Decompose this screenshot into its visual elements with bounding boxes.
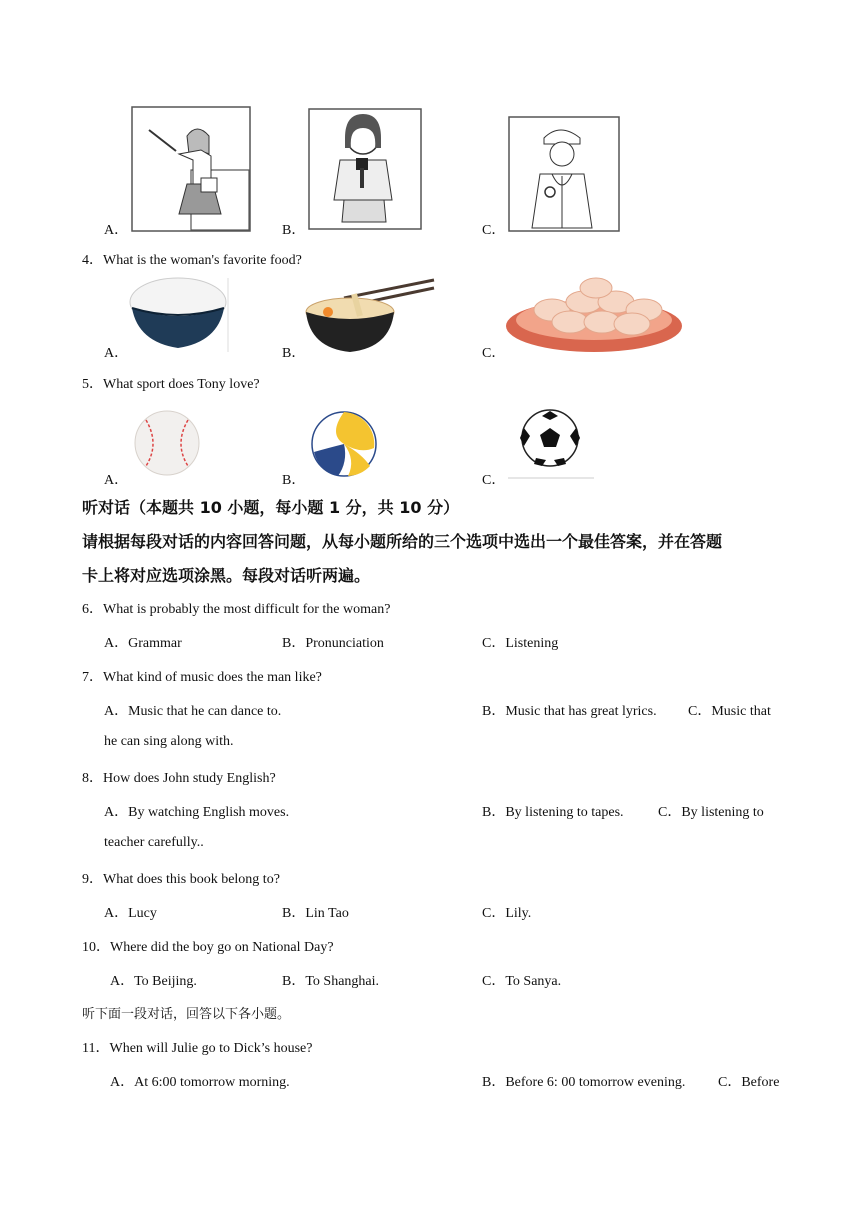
q3-option-b-label: B． (282, 223, 306, 238)
doctor-with-stethoscope-icon (508, 116, 620, 232)
q8-option-c-continued: teacher carefully.. (104, 835, 204, 850)
q8-option-b: B．By listening to tapes. (482, 805, 624, 820)
q5-option-a-label: A． (104, 473, 129, 488)
q8-option-c: C．By listening to (658, 805, 764, 820)
q9-option-c: C．Lily. (482, 906, 532, 921)
q6-option-b: B．Pronunciation (282, 636, 384, 651)
q3-option-a-label: A． (104, 223, 129, 238)
reporter-with-microphone-icon (308, 108, 422, 230)
q4-question: 4．What is the woman's favorite food? (82, 253, 302, 268)
q7-option-c-continued: he can sing along with. (104, 734, 234, 749)
q3-option-c-label: C． (482, 223, 506, 238)
q9-option-b: B．Lin Tao (282, 906, 349, 921)
q9-question: 9．What does this book belong to? (82, 872, 280, 887)
q10-option-c: C．To Sanya. (482, 974, 562, 989)
q4-option-c-label: C． (482, 346, 506, 361)
q9-option-a: A．Lucy (104, 906, 157, 921)
dumplings-plate-icon (504, 274, 684, 354)
q11-option-c: C．Before (718, 1075, 780, 1090)
q7-question: 7．What kind of music does the man like? (82, 670, 322, 685)
q11-option-b: B．Before 6: 00 tomorrow evening. (482, 1075, 686, 1090)
soccer-ball-icon (506, 408, 596, 480)
q5-option-c-label: C． (482, 473, 506, 488)
rice-bowl-icon (126, 274, 230, 354)
q11-option-a: A．At 6:00 tomorrow morning. (110, 1075, 290, 1090)
q7-option-a: A．Music that he can dance to. (104, 704, 282, 719)
q7-option-b: B．Music that has great lyrics. (482, 704, 657, 719)
q10-option-a: A．To Beijing. (110, 974, 197, 989)
section-instruction-line1: 请根据每段对话的内容回答问题，从每小题所给的三个选项中选出一个最佳答案，并在答题 (82, 532, 723, 551)
q6-option-c: C．Listening (482, 636, 559, 651)
teacher-pointing-board-icon (131, 106, 251, 232)
section-instruction-line2: 卡上将对应选项涂黑。每段对话听两遍。 (82, 566, 371, 585)
q7-option-c: C．Music that (688, 704, 771, 719)
q4-option-b-label: B． (282, 346, 306, 361)
noodle-bowl-icon (304, 278, 436, 356)
q6-option-a: A．Grammar (104, 636, 182, 651)
q8-question: 8．How does John study English? (82, 771, 276, 786)
q11-question: 11．When will Julie go to Dick’s house? (82, 1041, 313, 1056)
section-title: 听对话（本题共 10 小题，每小题 1 分，共 10 分） (82, 498, 460, 517)
q6-question: 6．What is probably the most difficult for the woman? (82, 602, 391, 617)
q5-question: 5．What sport does Tony love? (82, 377, 260, 392)
q5-option-b-label: B． (282, 473, 306, 488)
volleyball-icon (310, 410, 378, 478)
q8-option-a: A．By watching English moves. (104, 805, 290, 820)
q10-question: 10．Where did the boy go on National Day? (82, 940, 334, 955)
baseball-icon (132, 408, 202, 478)
q10-option-b: B．To Shanghai. (282, 974, 380, 989)
sub-instruction: 听下面一段对话，回答以下各小题。 (82, 1007, 291, 1022)
q4-option-a-label: A． (104, 346, 129, 361)
